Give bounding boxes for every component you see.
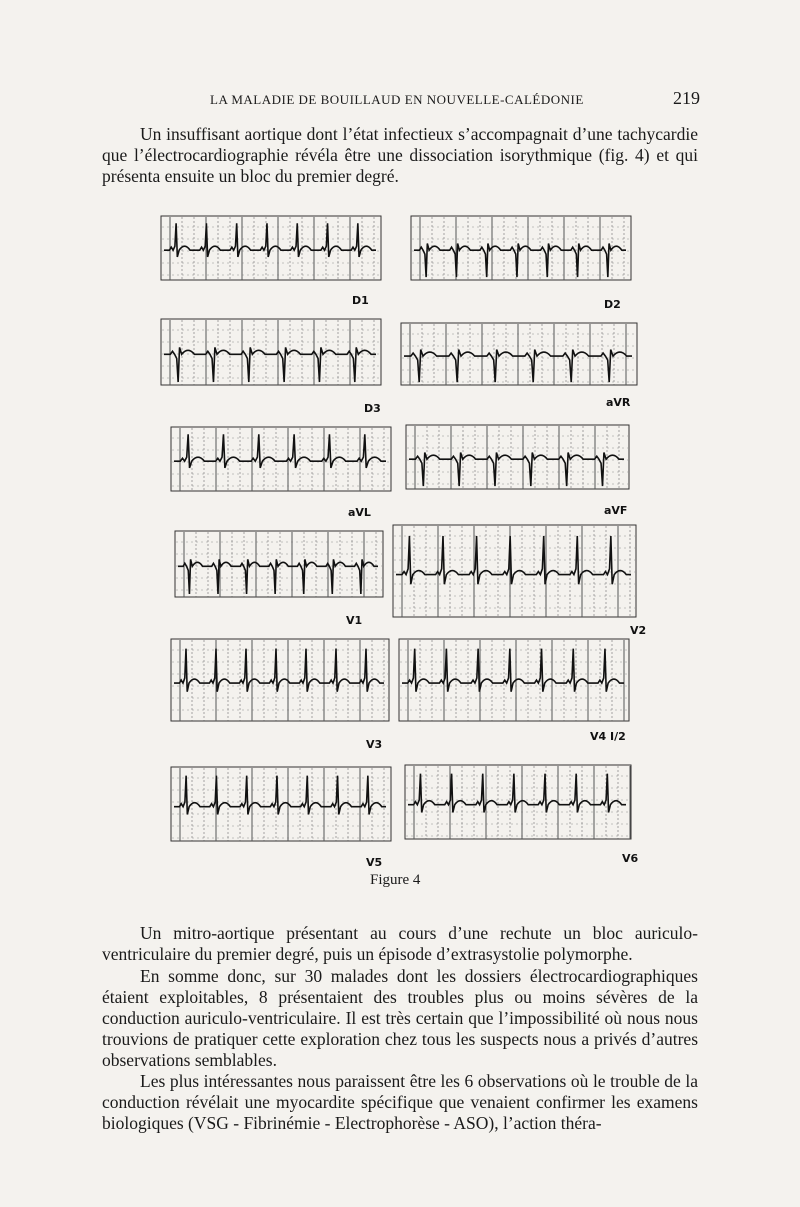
lead-label-v3: V3	[366, 738, 383, 751]
ecg-strip-v4	[398, 638, 630, 734]
paragraph-1: Un insuffisant aortique dont l’état infectieux s’accompagnait d’une tachycardie que l’électrocardiographie révéla être une dissociation isorythmique (fig. 4) et qui présenta ensuite un bloc du premier degré.	[102, 124, 698, 186]
ecg-trace	[174, 776, 386, 815]
lead-label-d1: D1	[352, 294, 369, 307]
ecg-strip-d2	[410, 215, 632, 293]
lead-label-avf: aVF	[604, 504, 628, 517]
page-header	[100, 88, 700, 109]
ecg-trace	[174, 649, 384, 692]
lead-label-v6: V6	[622, 852, 639, 865]
running-head: LA MALADIE DE BOUILLAUD EN NOUVELLE-CALÉDONIE	[210, 92, 584, 107]
ecg-trace	[164, 223, 376, 257]
ecg-strip-avr	[400, 322, 638, 398]
lead-label-v2: V2	[630, 624, 647, 637]
paragraph-3: En somme donc, sur 30 malades dont les dossiers électrocardiographiques étaient exploitables, 8 présentaient des troubles plus ou moins sévères de la conduction auriculo-ventriculaire. Il est très certain que l’impossibilité où nous nous trouvions de pratiquer cette exploration chez tous les suspects nous a privés d’autres observations semblables.	[102, 966, 698, 1070]
ecg-trace	[414, 243, 626, 277]
paragraph-4: Les plus intéressantes nous paraissent être les 6 observations où le trouble de la conduction révélait une myocardite spécifique que venaient confirmer les examens biologiques (VSG - Fibrinémie - Electrophorèse - ASO), l’action théra-	[102, 1071, 698, 1133]
figure-caption: Figure 4	[370, 872, 421, 888]
ecg-strip-d3	[160, 318, 382, 398]
ecg-trace	[408, 774, 626, 813]
lead-label-v4: V4 I/2	[590, 730, 626, 743]
ecg-strip-avf	[405, 424, 630, 502]
ecg-trace	[409, 452, 624, 486]
lead-label-avl: aVL	[348, 506, 371, 519]
ecg-trace	[402, 649, 624, 692]
ecg-strip-v1	[174, 530, 384, 610]
ecg-strip-d1	[160, 215, 382, 293]
ecg-strip-avl	[170, 426, 392, 504]
ecg-trace	[174, 434, 386, 468]
lead-label-avr: aVR	[606, 396, 631, 409]
lead-label-d3: D3	[364, 402, 381, 415]
lead-label-d2: D2	[604, 298, 621, 311]
paragraph-2: Un mitro-aortique présentant au cours d’une rechute un bloc auriculo-ventriculaire du premier degré, puis un épisode d’extrasystolie polymorphe.	[102, 923, 698, 964]
ecg-strip-v2	[392, 524, 637, 630]
ecg-figure	[160, 210, 650, 890]
ecg-trace	[164, 347, 376, 382]
lead-label-v1: V1	[346, 614, 363, 627]
ecg-strip-v3	[170, 638, 390, 734]
page-number: 219	[673, 88, 700, 108]
ecg-strip-v5	[170, 766, 392, 854]
ecg-strip-v6	[404, 764, 632, 852]
lead-label-v5: V5	[366, 856, 383, 869]
